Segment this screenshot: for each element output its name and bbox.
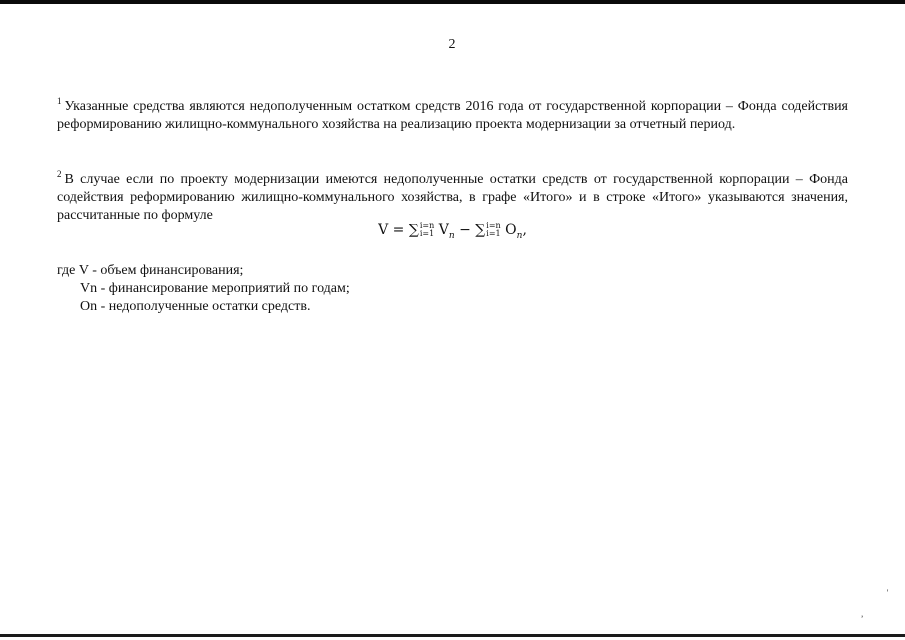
formula-term-2: O [505,222,517,238]
legend-line-v: где V - объем финансирования; [57,263,244,278]
formula-upper-1: i=n [419,221,435,230]
formula-upper-2: i=n [486,221,501,230]
footnote-2-marker: 2 [57,169,62,179]
page-top-edge [0,0,905,4]
formula-lower-1: i=1 [419,229,435,238]
formula-limits-2 [486,222,500,238]
formula-tail: , [522,222,527,238]
formula-sub-1: n [448,230,455,241]
page-number: 2 [448,37,456,52]
footnote-1 [57,98,848,134]
formula-legend [57,262,350,316]
formula-term-1: V [438,222,449,238]
formula-minus: − ∑ [454,222,486,238]
scan-speck: ′ [886,588,888,598]
legend-line-on: On - недополученные остатки средств. [80,299,311,314]
formula-limits-1 [420,222,434,238]
footnote-1-marker: 1 [57,96,62,106]
footnote-1-text: Указанные средства являются недополученным остатком средств 2016 года от государственной корпорации – Фонда содействия реформированию жилищно-коммунального хозяйства на реализацию проекта модернизации за отчетный период. [57,99,848,132]
footnote-2-text: В случае если по проекту модернизации имеются недополученные остатки средств от государственной корпорации – Фонда содействия реформированию жилищно-коммунального хозяйства, в графе «Итого» и в строке «Итого» указываются значения, рассчитанные по формуле [57,172,848,223]
legend-line-vn: Vn - финансирование мероприятий по годам; [80,281,350,296]
scan-speck: ʼ [860,614,863,624]
formula-lhs: V = ∑ [378,222,419,238]
formula [300,222,605,241]
formula-sub-2: n [516,230,523,241]
page-bottom-edge [0,634,905,637]
formula-lower-2: i=1 [486,229,501,238]
footnote-2 [57,171,848,225]
